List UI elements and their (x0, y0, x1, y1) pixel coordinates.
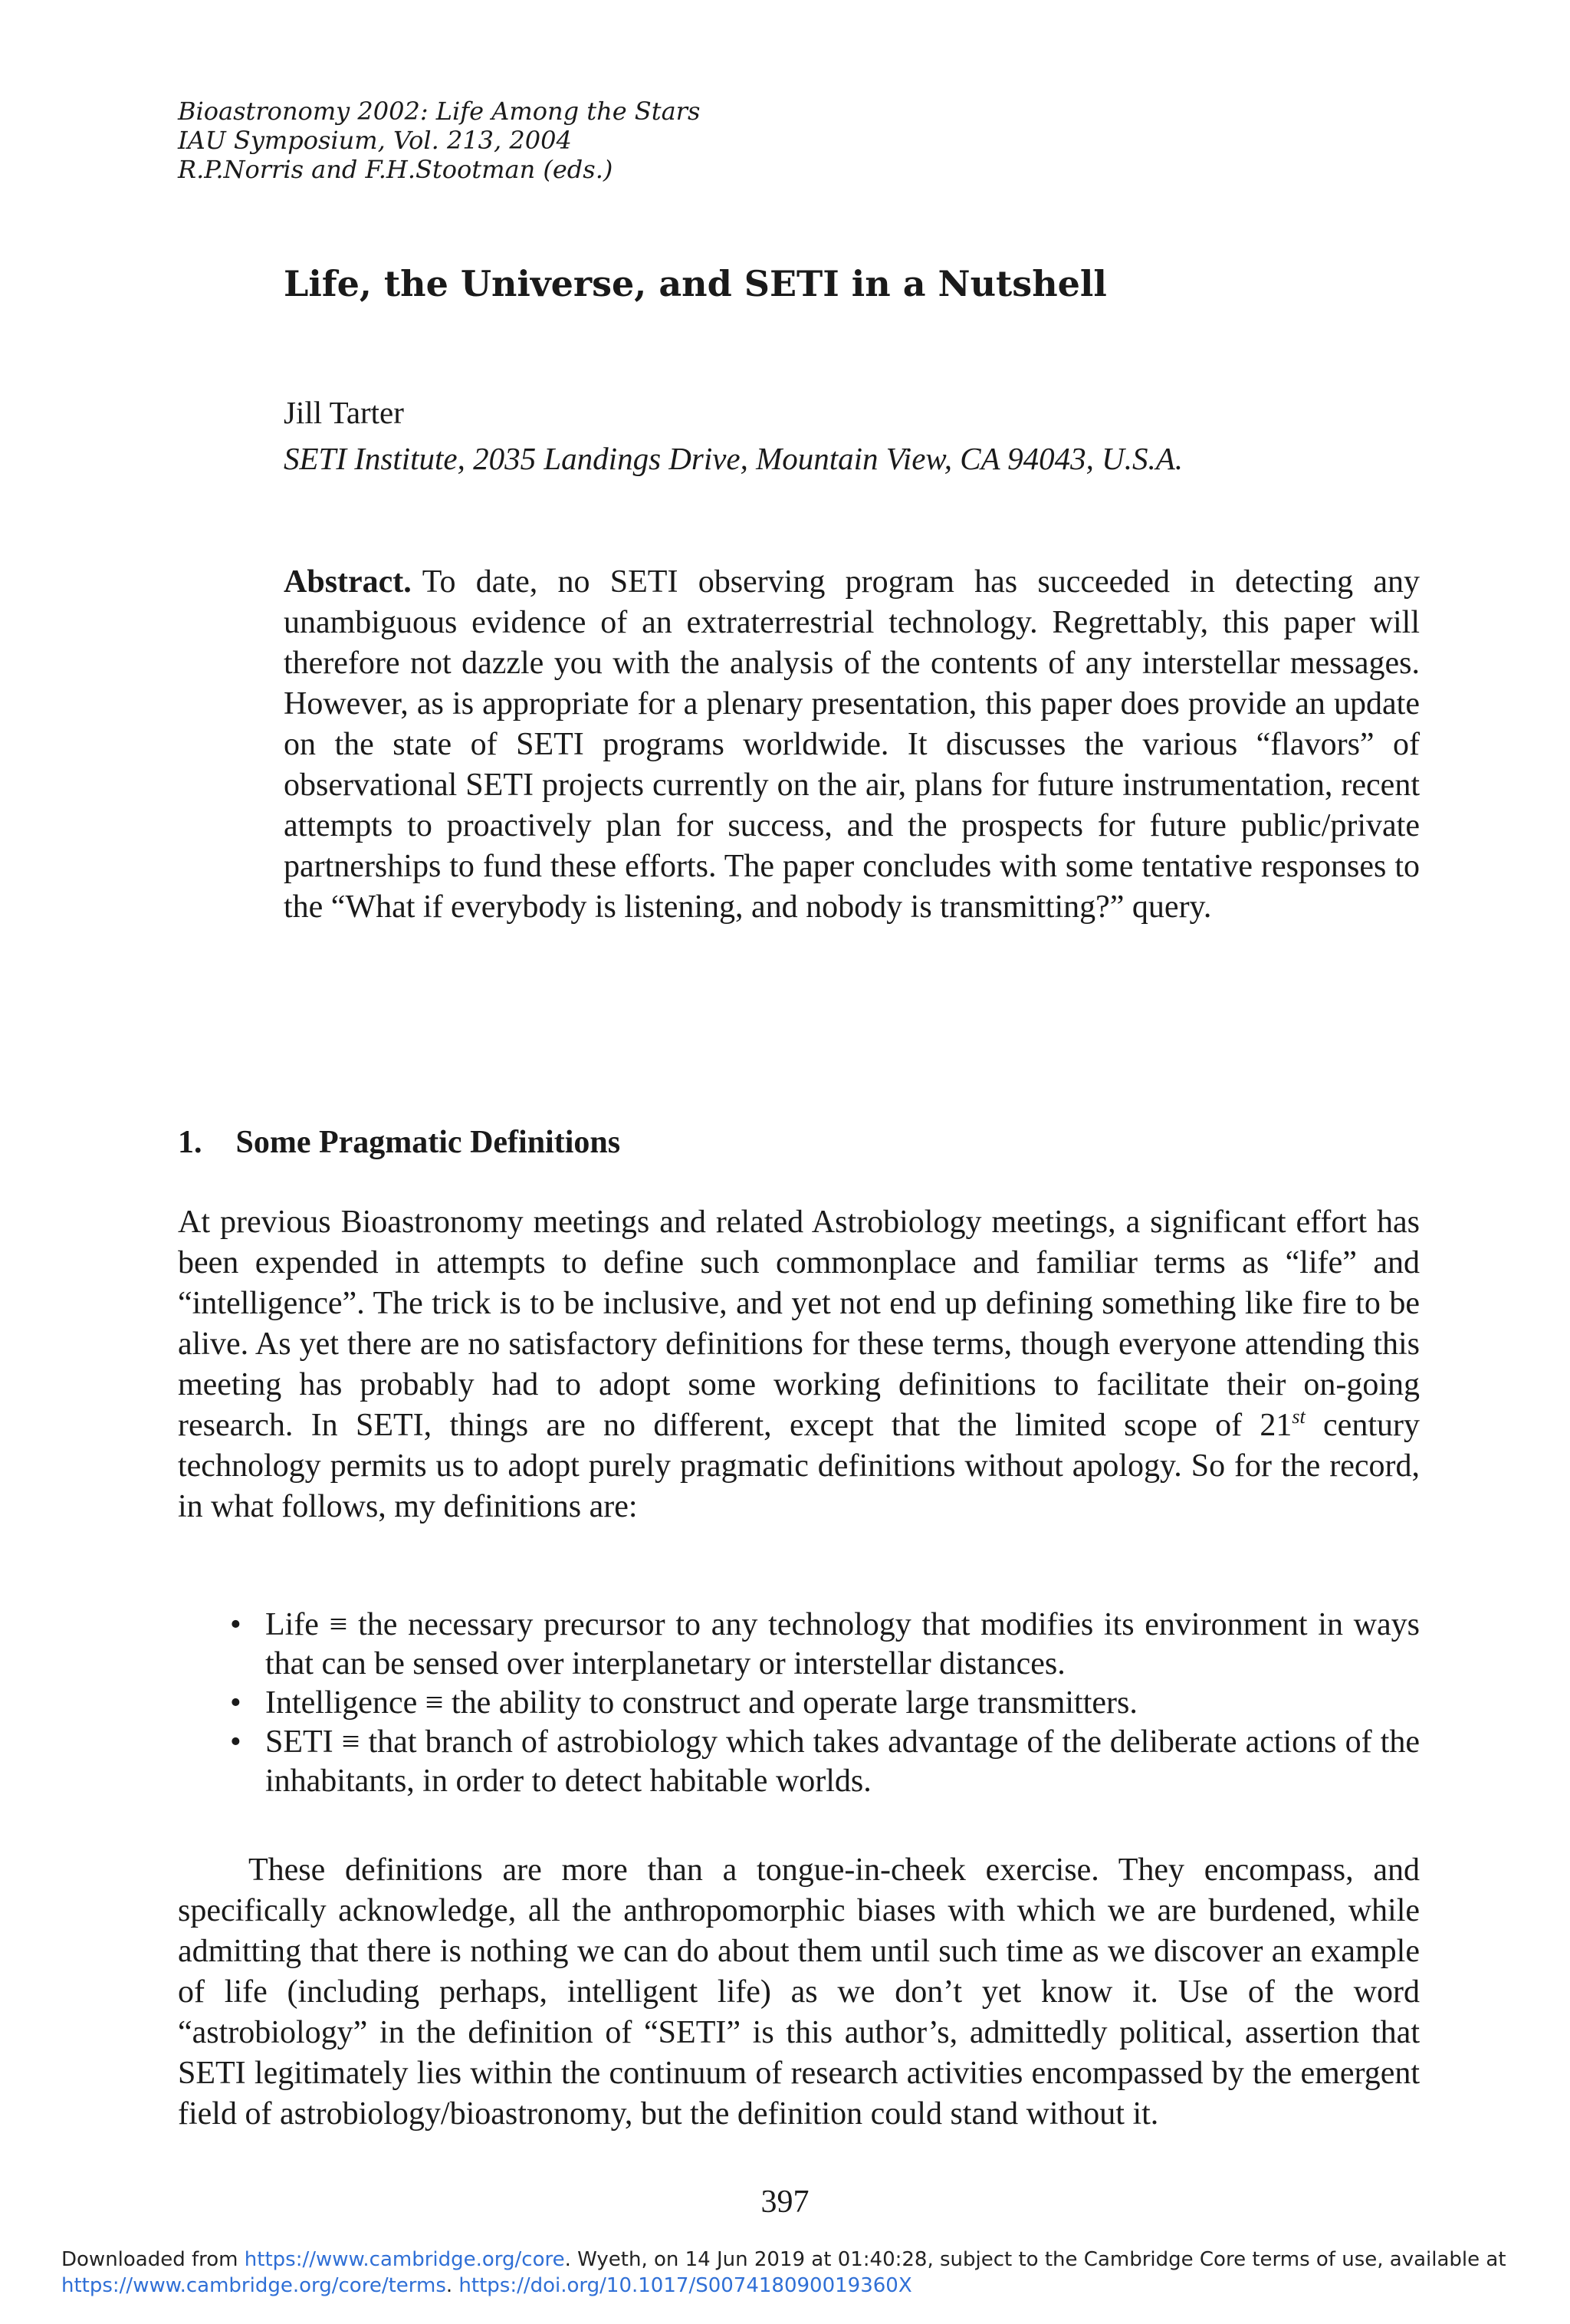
author-name: Jill Tarter (284, 395, 404, 430)
doi-link[interactable]: https://doi.org/10.1017/S007418090019360X (458, 2274, 912, 2297)
definition-seti: SETI ≡ that branch of astrobiology which takes advantage of the deliberate actions of the inhabitants, in order to detect habitable worlds. (265, 1724, 1420, 1799)
download-footer (61, 2247, 1518, 2299)
list-item (178, 1723, 1420, 1801)
paragraph-text: century technology permits us to adopt purely pragmatic definitions without apology. So for the record, in what follows, my definitions are: (178, 1408, 1420, 1524)
section-title: Some Pragmatic Definitions (235, 1125, 621, 1160)
paragraph-definitions-discussion: These definitions are more than a tongue-in-cheek exercise. They encompass, and specifically acknowledge, all the anthropomorphic biases with which we are burdened, while admitting that there is nothing we can do about them until such time as we discover an example of life (including perhaps, intelligent life) as we don’t yet know it. Use of the word “astrobiology” in the definition of “SETI” is this author’s, admittedly political, assertion that SETI legitimately lies within the continuum of research activities encompassed by the emergent field of astrobiology/bioastronomy, but the definition could stand without it. (178, 1852, 1420, 2132)
footer-separator: . (445, 2274, 459, 2297)
section-number: 1. (178, 1125, 202, 1160)
list-item (178, 1684, 1420, 1723)
abstract-label: Abstract. (284, 564, 412, 600)
running-header (178, 97, 700, 184)
abstract-text: To date, no SETI observing program has succeeded in detecting any unambiguous evidence of an extraterrestrial technology. Regrettably, this paper will therefore not dazzle you with the analysis of the contents of any interstellar messages. However, as is appropriate for a plenary presentation, this paper does provide an update on the state of SETI programs worldwide. It discusses the various “flavors” of observational SETI projects currently on the air, plans for future instrumentation, recent attempts to proactively plan for success, and the prospects for future public/private partnerships to fund these efforts. The paper concludes with some tentative responses to the “What if everybody is listening, and nobody is transmitting?” query. (284, 564, 1420, 925)
ordinal-superscript: st (1292, 1405, 1306, 1428)
definition-intelligence: Intelligence ≡ the ability to construct and operate large transmitters. (265, 1685, 1138, 1721)
cambridge-core-link[interactable]: https://www.cambridge.org/core (244, 2248, 565, 2271)
header-proceedings-title: Bioastronomy 2002: Life Among the Stars (178, 97, 701, 126)
header-editors: R.P.Norris and F.H.Stootman (eds.) (178, 155, 613, 184)
bullet-icon: • (230, 1724, 241, 1760)
author-affiliation: SETI Institute, 2035 Landings Drive, Mountain View, CA 94043, U.S.A. (284, 441, 1184, 476)
paragraph-text: At previous Bioastronomy meetings and related Astrobiology meetings, a significant effort has been expended in attempts to define such commonplace and familiar terms as “life” and “intelligence”. The trick is to be inclusive, and yet not end up defining something like fire to be alive. As yet there are no satisfactory definitions for these terms, though everyone attending this meeting has probably had to adopt some working definitions to facilitate their on-going research. In SETI, things are no different, except that the limited scope of 21 (178, 1205, 1420, 1443)
header-symposium-volume: IAU Symposium, Vol. 213, 2004 (178, 126, 572, 155)
page-number: 397 (760, 2184, 810, 2220)
bullet-icon: • (230, 1607, 241, 1642)
section-heading (178, 1124, 620, 1161)
paper-title: Life, the Universe, and SETI in a Nutshell (284, 263, 1107, 304)
paragraph-definitions-intro (178, 1202, 1420, 1527)
bullet-icon: • (230, 1685, 241, 1721)
footer-prefix: Downloaded from (61, 2248, 245, 2271)
definition-life: Life ≡ the necessary precursor to any technology that modifies its environment in ways that can be sensed over interplanetary or interstellar distances. (265, 1607, 1420, 1681)
list-item (178, 1606, 1420, 1684)
definitions-list (178, 1606, 1420, 1801)
terms-link[interactable]: https://www.cambridge.org/core/terms (61, 2274, 446, 2297)
abstract (284, 562, 1420, 928)
footer-middle-text: . Wyeth, on 14 Jun 2019 at 01:40:28, subject to the Cambridge Core terms of use, available at (564, 2248, 1506, 2271)
